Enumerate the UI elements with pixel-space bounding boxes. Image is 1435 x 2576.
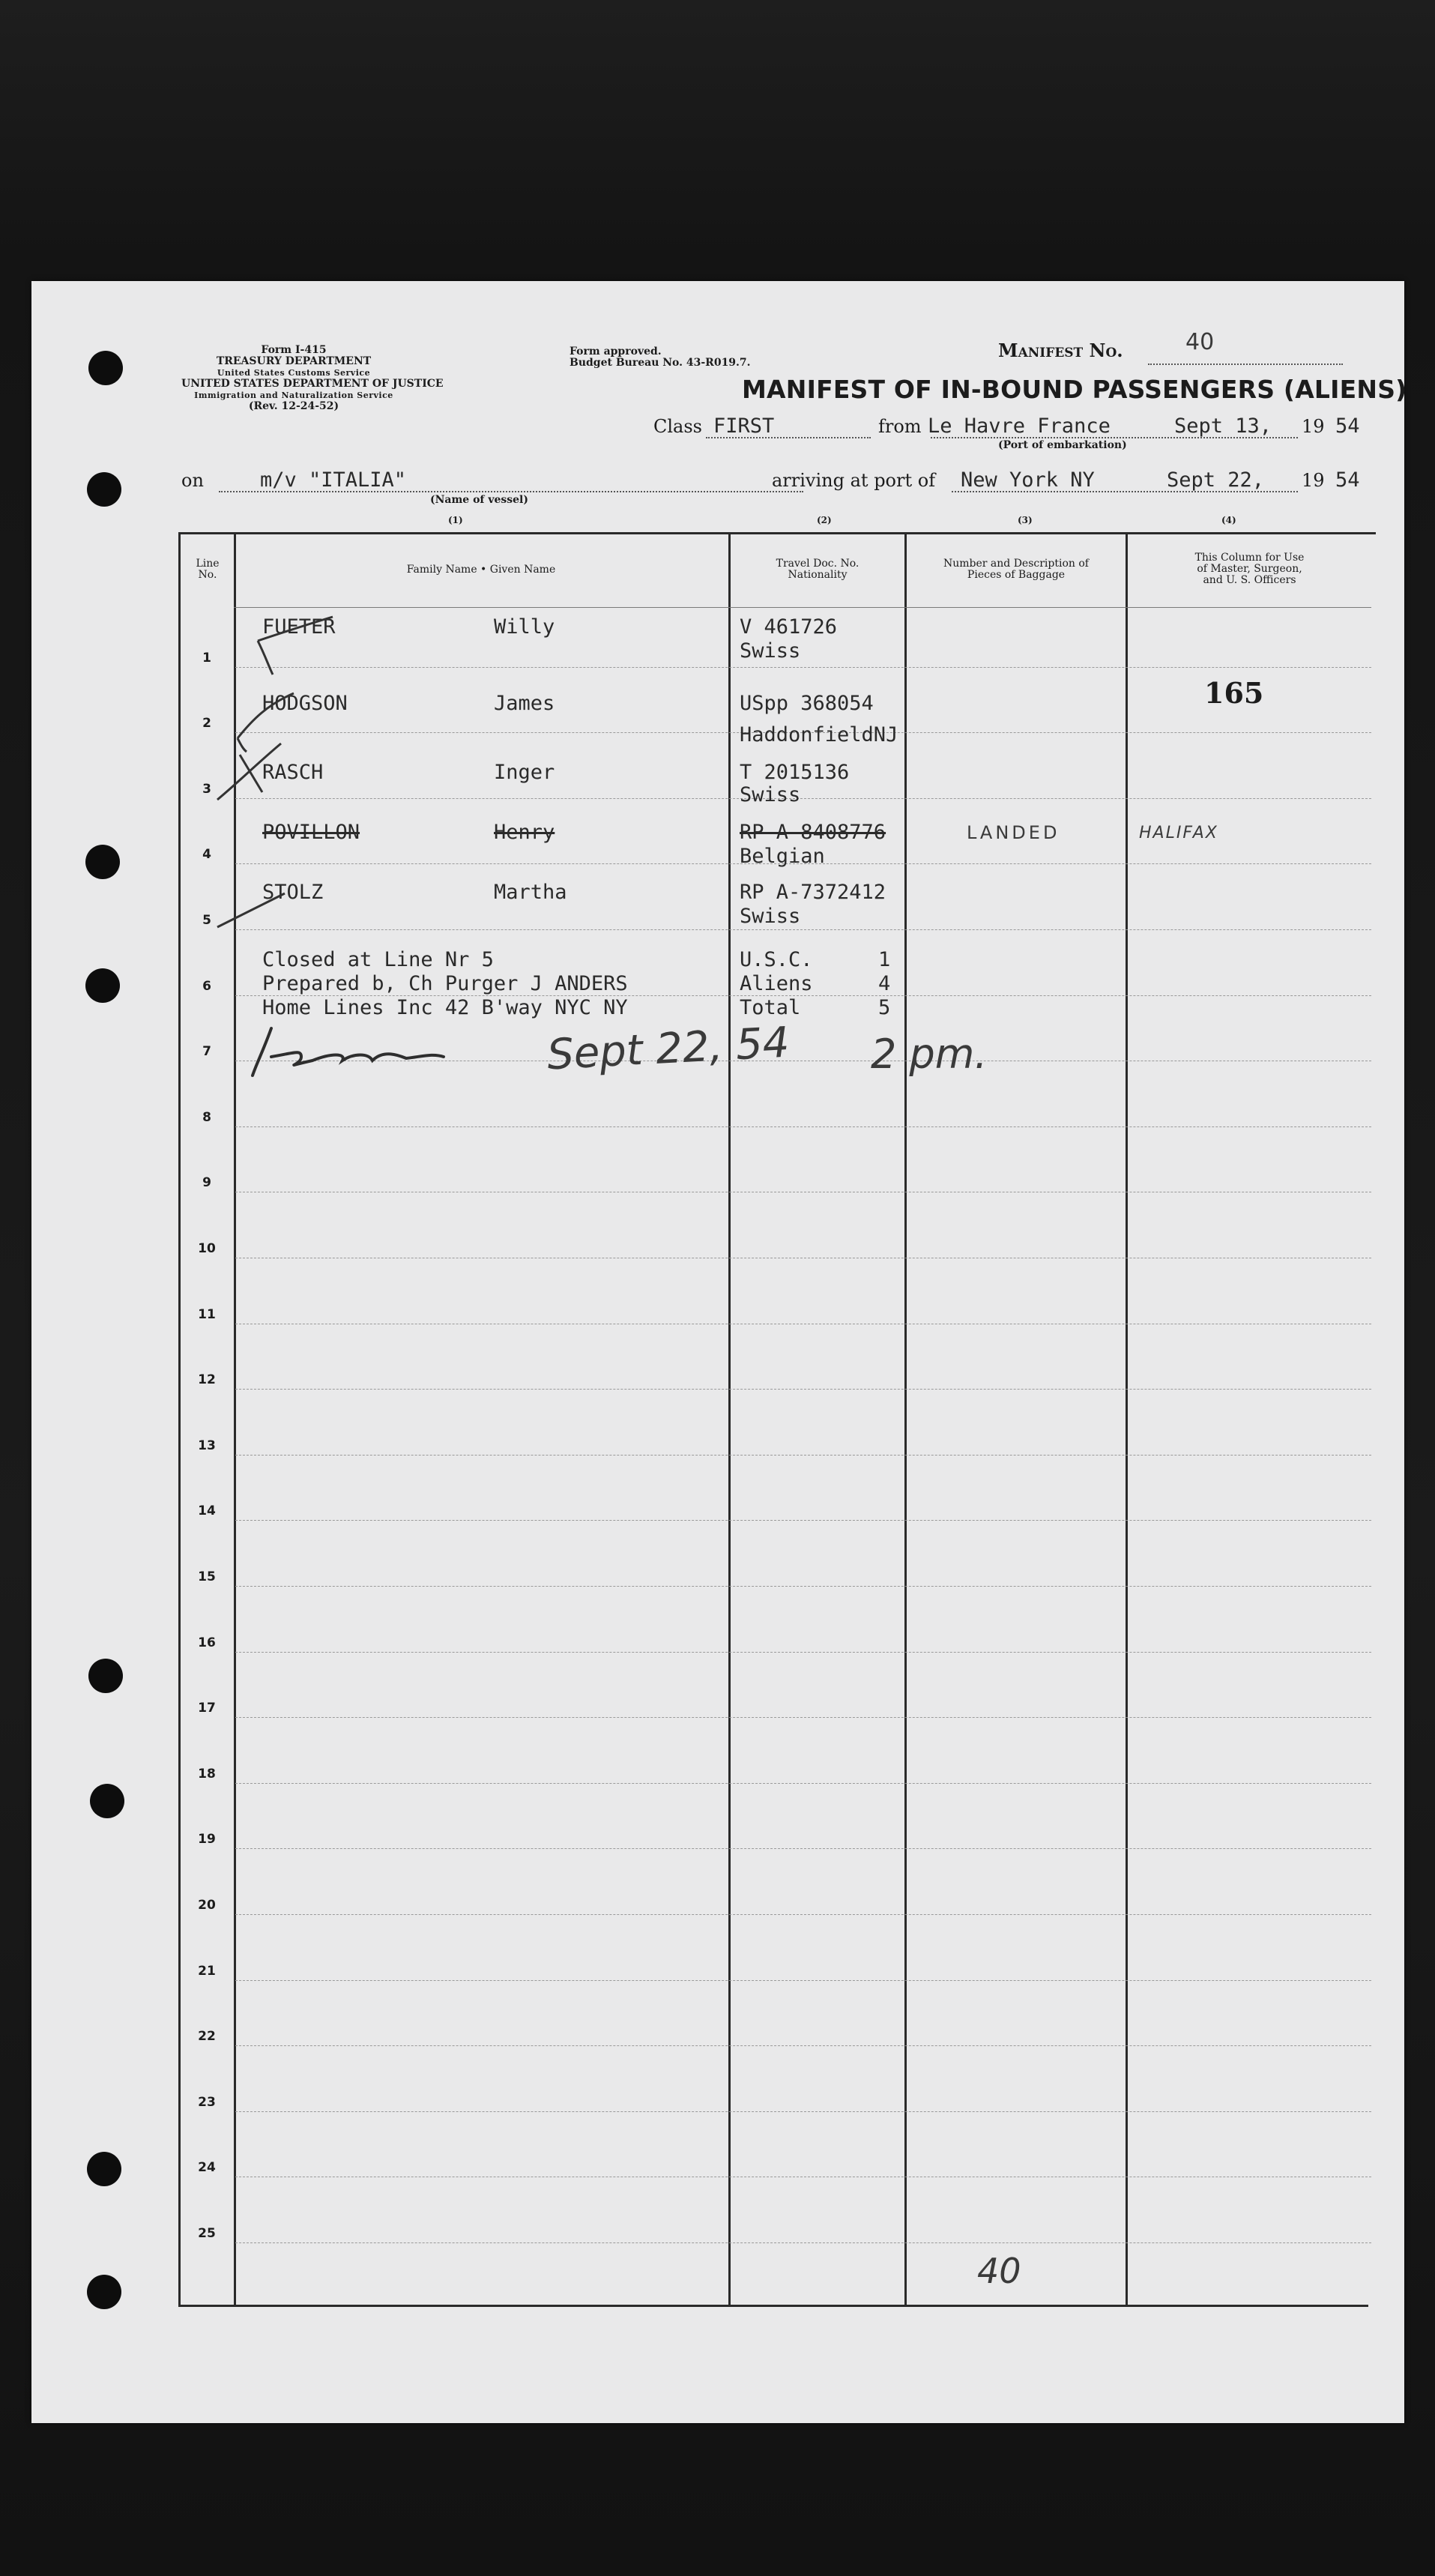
row-line (235, 1652, 1371, 1653)
entry-2-nationality: HaddonfieldNJ (740, 723, 898, 746)
col-header-line-no: Line No. (196, 558, 220, 581)
check-mark-row-1 (250, 611, 348, 678)
column-number-4: (4) (1221, 515, 1236, 525)
row-number: 1 (202, 650, 211, 666)
row-line (235, 667, 1371, 668)
row-number: 2 (202, 716, 211, 732)
closing-line-1: Closed at Line Nr 5 (262, 948, 494, 971)
row-number: 23 (198, 2094, 216, 2110)
row-line (235, 2242, 1371, 2243)
revision-date: (Rev. 12-24-52) (248, 400, 339, 412)
entry-3-doc: T 2015136 (740, 761, 850, 784)
entry-4-nationality: Belgian (740, 845, 825, 868)
entry-5-given: Martha (494, 881, 567, 904)
entry-5-nationality: Swiss (740, 905, 801, 928)
column-number-2: (2) (817, 515, 832, 525)
row-number: 22 (198, 2029, 216, 2045)
entry-2-doc: USpp 368054 (740, 692, 874, 715)
entry-1-nationality: Swiss (740, 639, 801, 663)
from-port: Le Havre France (928, 414, 1111, 438)
entry-4-family: POVILLON (262, 821, 360, 844)
row-number: 18 (198, 1766, 216, 1782)
row-number: 11 (198, 1306, 216, 1322)
punch-hole (88, 1659, 123, 1693)
row-number: 10 (198, 1241, 216, 1256)
table-left-border (178, 532, 181, 2307)
class-label: Class (653, 416, 702, 437)
ins-service: Immigration and Naturalization Service (194, 390, 393, 400)
check-mark-row-3 (210, 740, 292, 815)
form-header-block (181, 344, 444, 412)
closing-line-2: Prepared b, Ch Purger J ANDERS (262, 972, 628, 995)
entry-1-given: Willy (494, 615, 555, 639)
inspector-signature (249, 1019, 466, 1079)
col-header-name: Family Name • Given Name (406, 564, 556, 576)
from-date: Sept 13, (1174, 414, 1272, 438)
arrival-date: Sept 22, (1167, 468, 1265, 492)
from-year-prefix: 19 (1302, 416, 1325, 437)
punch-hole (85, 968, 120, 1003)
punch-hole (87, 2275, 121, 2309)
manifest-no-label: Manifest No. (998, 340, 1123, 361)
row-number: 13 (198, 1438, 216, 1453)
vessel-name-label: (Name of vessel) (430, 494, 528, 506)
column-number-3: (3) (1018, 515, 1033, 525)
row-line (235, 1848, 1371, 1849)
entry-1-family: FUETER (262, 615, 336, 639)
col-header-baggage: Number and Description of Pieces of Baggage (943, 558, 1089, 581)
class-value: FIRST (713, 414, 775, 438)
arrival-port: New York NY (961, 468, 1095, 492)
entry-3-family: RASCH (262, 761, 324, 784)
arriving-label: arriving at port of (772, 470, 936, 491)
row-number: 17 (198, 1701, 216, 1716)
punch-hole (90, 1784, 124, 1818)
row-line (235, 1980, 1371, 1981)
row-number: 6 (202, 978, 211, 994)
entry-4-given: Henry (494, 821, 555, 844)
aliens-label: Aliens (740, 972, 813, 995)
row-line (235, 798, 1371, 799)
officer-number: 165 (1204, 676, 1264, 710)
punch-hole (87, 472, 121, 507)
arrival-year: 54 (1335, 468, 1360, 492)
row-number: 14 (198, 1503, 216, 1519)
row-line (235, 1914, 1371, 1915)
table-bottom-border (178, 2305, 1368, 2307)
entry-5-doc: RP A-7372412 (740, 881, 886, 904)
form-approved: Form approved. (570, 346, 662, 358)
justice-dept: UNITED STATES DEPARTMENT OF JUSTICE (181, 378, 444, 390)
entry-4-baggage: LANDED (967, 822, 1060, 843)
arrival-year-prefix: 19 (1302, 470, 1325, 491)
entry-4-officer-note: HALIFAX (1139, 824, 1218, 842)
row-line (235, 1126, 1371, 1127)
row-line (235, 1520, 1371, 1521)
on-label: on (181, 470, 204, 491)
manifest-title: MANIFEST OF IN-BOUND PASSENGERS (ALIENS) (742, 375, 1407, 404)
row-line (235, 929, 1371, 930)
manifest-no-line (1148, 364, 1343, 365)
from-year: 54 (1335, 414, 1360, 438)
row-number: 25 (198, 2226, 216, 2241)
row-line (235, 2111, 1371, 2112)
from-label: from (878, 416, 922, 437)
row-number: 7 (202, 1044, 211, 1060)
handwritten-date: Sept 22, 54 (546, 1018, 791, 1080)
check-mark-row-5 (210, 882, 300, 935)
row-number: 5 (202, 913, 211, 928)
row-line (235, 2045, 1371, 2046)
row-number: 19 (198, 1832, 216, 1847)
punch-hole (85, 845, 120, 879)
usc-value: 1 (878, 948, 891, 971)
port-embarkation-label: (Port of embarkation) (998, 439, 1127, 451)
manifest-no-value: 40 (1185, 329, 1215, 355)
usc-label: U.S.C. (740, 948, 813, 971)
col-header-travel-doc: Travel Doc. No. Nationality (776, 558, 860, 581)
entry-4-doc: RP A-8408776 (740, 821, 886, 844)
row-number: 24 (198, 2160, 216, 2176)
budget-bureau: Budget Bureau No. 43-R019.7. (570, 357, 751, 369)
row-number: 16 (198, 1635, 216, 1650)
handwritten-page-number: 40 (977, 2251, 1021, 2291)
row-line (235, 1389, 1371, 1390)
column-number-1: (1) (448, 515, 463, 525)
row-line (235, 1717, 1371, 1718)
row-number: 4 (202, 847, 211, 863)
row-number: 21 (198, 1963, 216, 1979)
entry-3-nationality: Swiss (740, 783, 801, 806)
row-number: 3 (202, 781, 211, 797)
row-line (235, 1586, 1371, 1587)
total-value: 5 (878, 996, 891, 1019)
entry-1-doc: V 461726 (740, 615, 838, 639)
manifest-page (31, 281, 1407, 2423)
customs-service: United States Customs Service (217, 368, 371, 378)
row-number: 9 (202, 1175, 211, 1191)
entry-2-family: HODGSON (262, 692, 348, 715)
approval-block (570, 346, 751, 369)
row-number: 12 (198, 1372, 216, 1388)
header-bottom-line (234, 607, 1371, 608)
row-number: 20 (198, 1898, 216, 1913)
table-top-border (178, 532, 1376, 534)
punch-hole (87, 2152, 121, 2186)
row-line (235, 1455, 1371, 1456)
entry-5-family: STOLZ (262, 881, 324, 904)
form-number: Form I-415 (261, 344, 327, 356)
row-line (235, 1783, 1371, 1784)
handwritten-time: 2 pm. (871, 1031, 988, 1078)
aliens-value: 4 (878, 972, 891, 995)
punch-hole (88, 351, 123, 385)
row-number: 8 (202, 1109, 211, 1125)
closing-line-3: Home Lines Inc 42 B'way NYC NY (262, 996, 628, 1019)
total-label: Total (740, 996, 801, 1019)
treasury-dept: TREASURY DEPARTMENT (216, 355, 372, 367)
entry-3-given: Inger (494, 761, 555, 784)
vessel-name: m/v "ITALIA" (260, 468, 407, 492)
col-header-officers: This Column for Use of Master, Surgeon, and U. S. Officers (1194, 552, 1305, 586)
entry-2-given: James (494, 692, 555, 715)
row-number: 15 (198, 1569, 216, 1584)
